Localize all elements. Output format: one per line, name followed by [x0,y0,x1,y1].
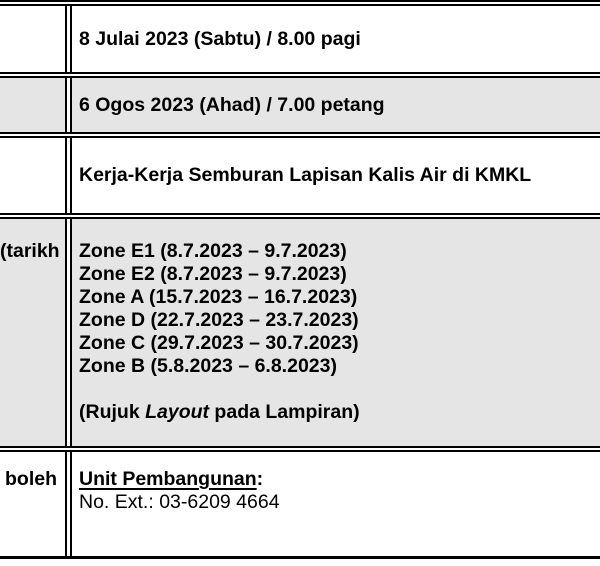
date-start-text: 8 Julai 2023 (Sabtu) / 8.00 pagi [79,27,361,50]
contact-cell [72,452,600,556]
zone-line: Zone D (22.7.2023 – 23.7.2023) [79,309,359,331]
row-label-text: boleh [5,468,57,490]
zone-line: Zone E2 (8.7.2023 – 9.7.2023) [79,263,347,285]
work-title-cell [72,138,600,213]
spacer-line [79,378,600,401]
contact-unit-text: Unit Pembangunan [79,468,257,490]
layout-note-suffix: pada Lampiran) [209,401,360,423]
zone-line: Zone A (15.7.2023 – 16.7.2023) [79,286,358,308]
layout-note-prefix: (Rujuk [79,401,146,423]
column-divider [65,0,72,558]
contact-unit-line [79,468,600,491]
zone-line: Zone B (5.8.2023 – 6.8.2023) [79,355,337,377]
row-label-tarikh [0,219,65,446]
work-title-text: Kerja-Kerja Semburan Lapisan Kalis Air di KMKL [79,164,532,186]
row-label-text: (tarikh [0,240,60,262]
date-end-text: 6 Ogos 2023 (Ahad) / 7.00 petang [79,93,385,116]
zone-line: Zone E1 (8.7.2023 – 9.7.2023) [79,240,347,262]
table-bottom-border [0,556,600,559]
row-label-boleh [0,452,65,556]
date-start-cell [72,6,600,72]
zone-line: Zone C (29.7.2023 – 30.7.2023) [79,332,359,354]
date-end-cell [72,78,600,132]
contact-ext-text: No. Ext.: 03-6209 4664 [79,491,280,513]
layout-note-italic: Layout [145,401,210,423]
contact-unit-colon: : [256,468,264,490]
layout-note [79,401,600,424]
zone-schedule-cell [72,219,600,446]
